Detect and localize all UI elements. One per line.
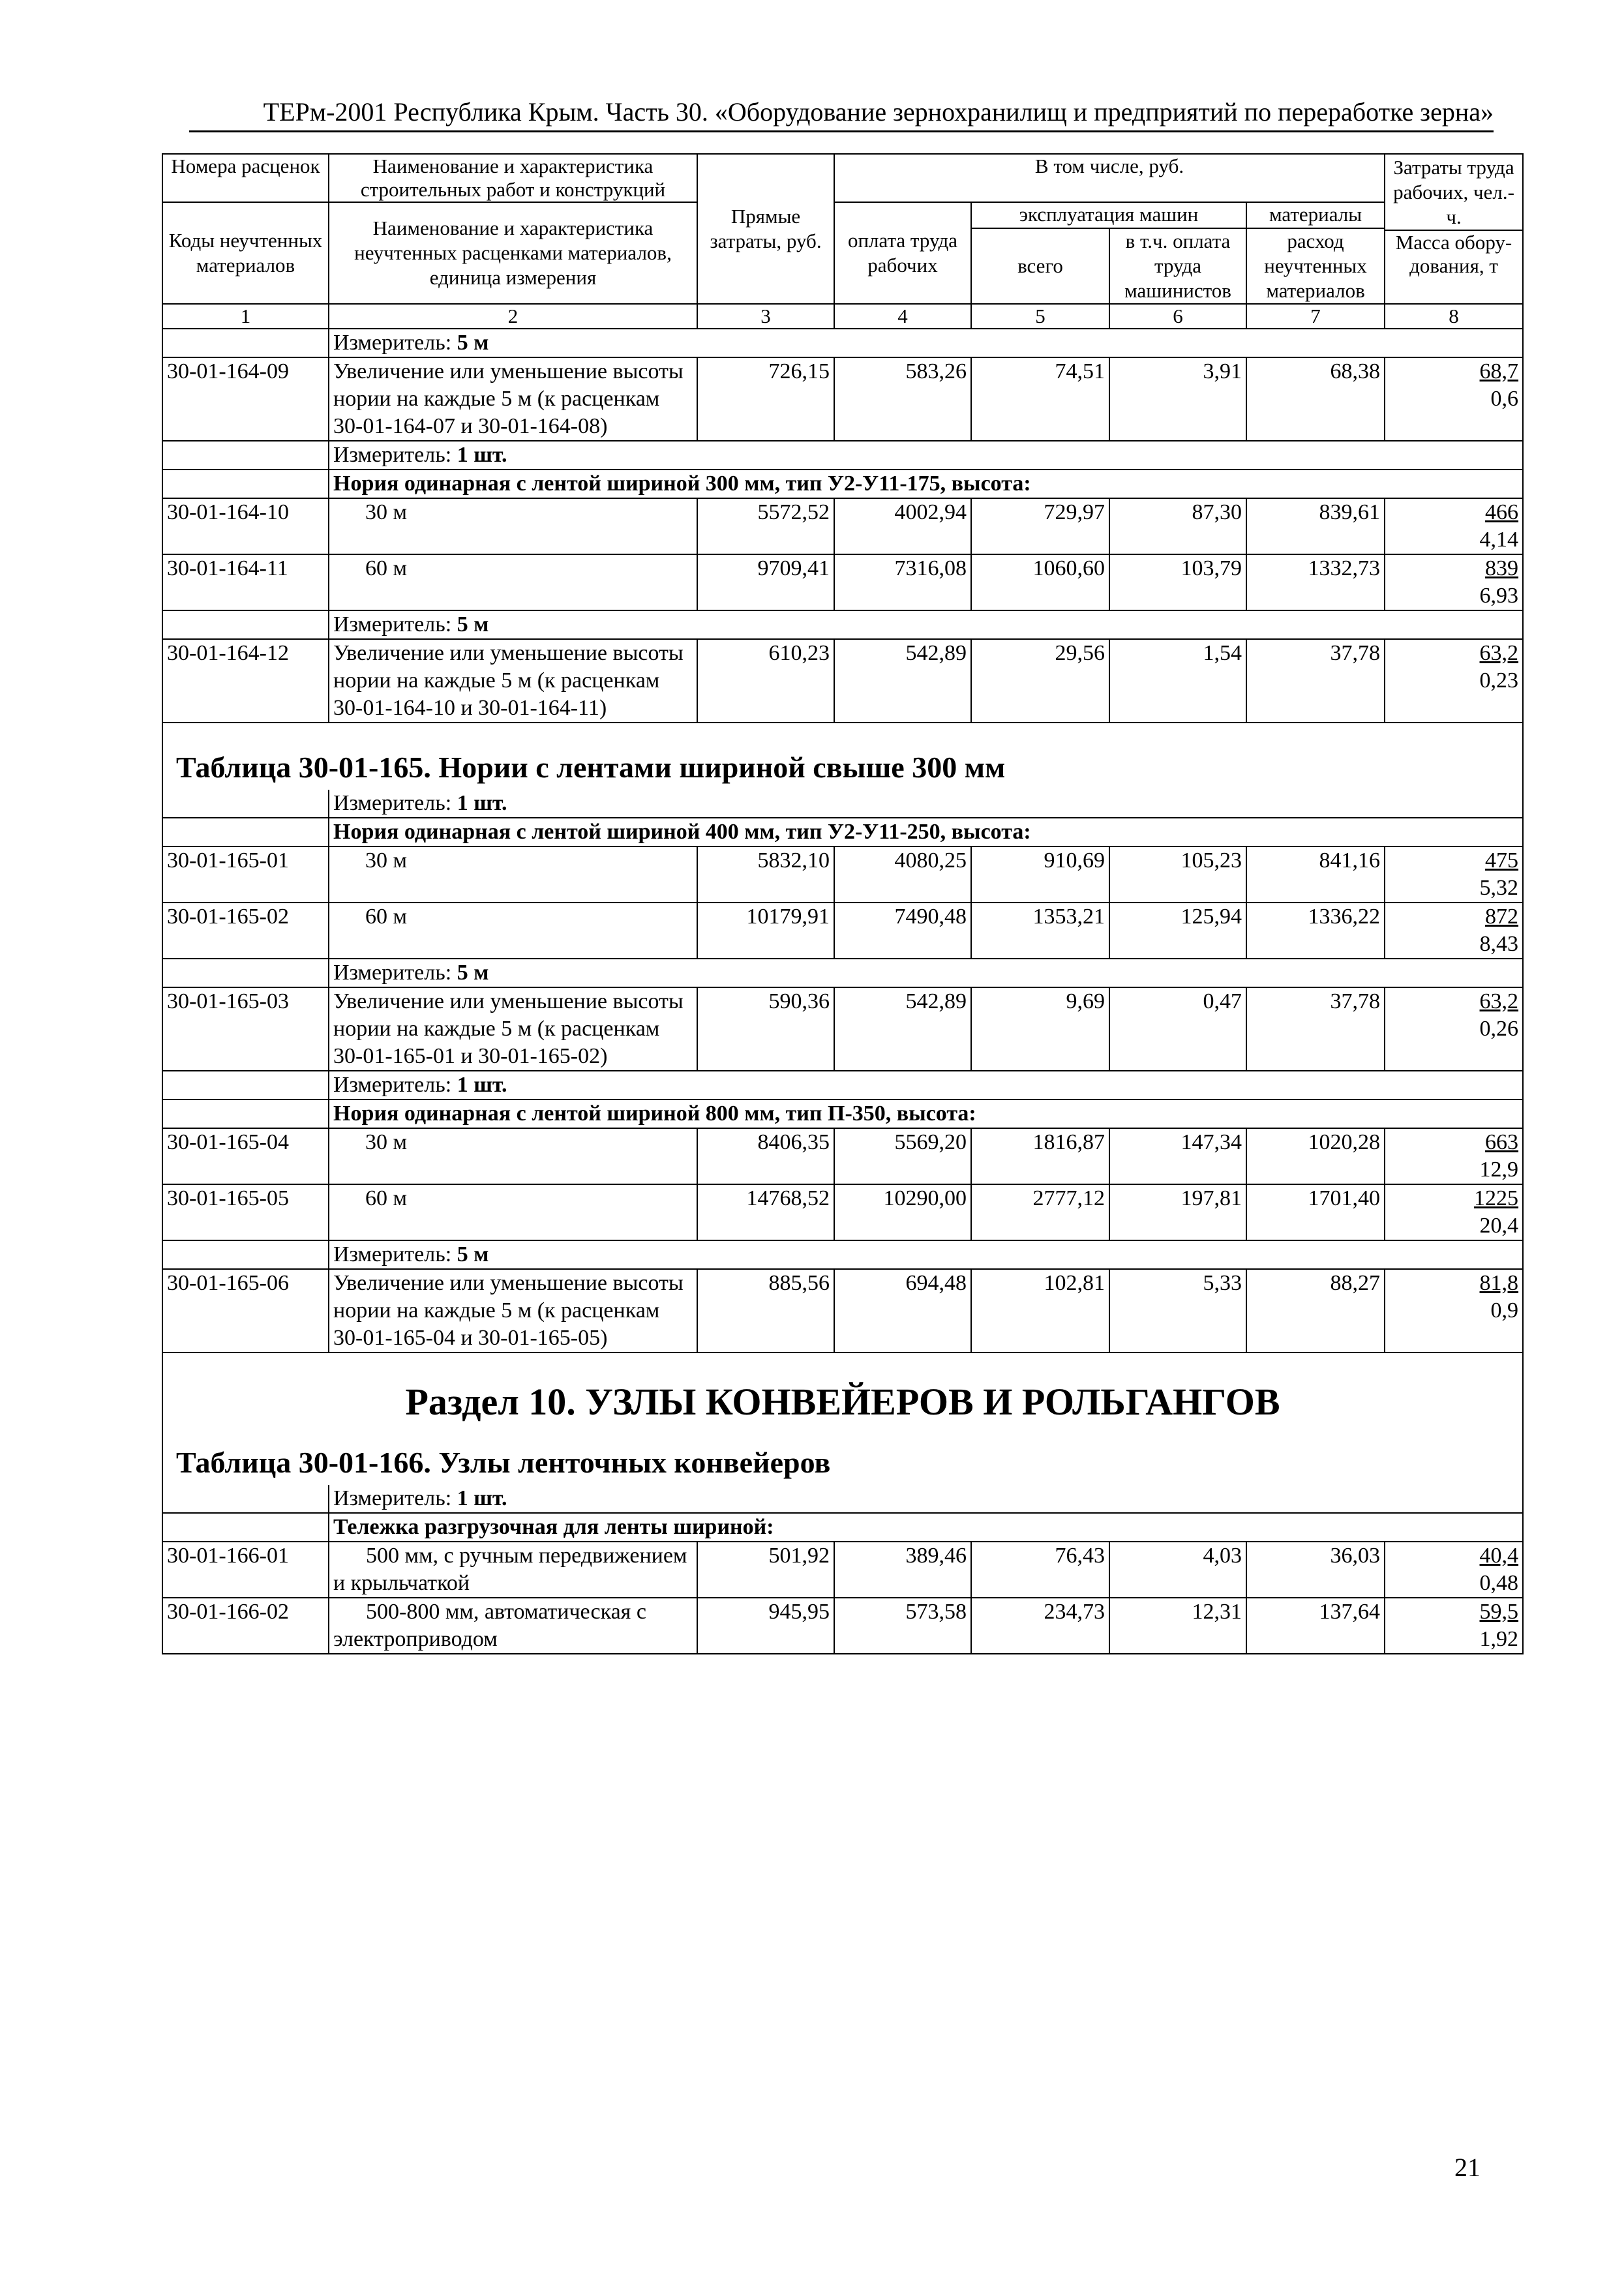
- th-col2-top: Наименование и характеристика строительных работ и конструкций: [329, 154, 697, 202]
- machines-total: 2777,12: [971, 1184, 1109, 1240]
- rate-name: 60 м: [329, 1184, 697, 1240]
- measure-row: [162, 1071, 1523, 1100]
- col-number: 4: [834, 304, 971, 329]
- rate-name: 30 м: [329, 498, 697, 554]
- equipment-mass: 12,9: [1479, 1158, 1519, 1182]
- labor-hours: 872: [1485, 905, 1519, 929]
- labor-hours: 59,5: [1479, 1600, 1519, 1624]
- col-number: 6: [1109, 304, 1246, 329]
- group-row: [162, 1100, 1523, 1128]
- table-166-title: Таблица 30-01-166. Узлы ленточных конвейеров: [162, 1425, 1523, 1485]
- materials: 88,27: [1246, 1269, 1385, 1353]
- worker-pay: 7490,48: [834, 903, 971, 959]
- group-row: [162, 1513, 1523, 1542]
- col-number: 7: [1246, 304, 1385, 329]
- equipment-mass: 0,23: [1479, 668, 1519, 693]
- group-title: Нория одинарная с лентой шириной 400 мм, тип У2-У11-250, высота:: [329, 818, 1523, 846]
- rate-code: 30-01-165-01: [162, 846, 329, 903]
- table-row: [162, 1542, 1523, 1598]
- th-col1-top: Номера расценок: [162, 154, 329, 202]
- page-number: 21: [1454, 2153, 1481, 2182]
- worker-pay: 10290,00: [834, 1184, 971, 1240]
- direct-costs: 501,92: [697, 1542, 834, 1598]
- worker-pay: 7316,08: [834, 554, 971, 610]
- running-header: ТЕРм-2001 Республика Крым. Часть 30. «Оборудование зернохранилищ и предприятий по переработке зерна»: [263, 97, 1494, 127]
- th-worker-pay: оплата труда рабочих: [834, 202, 971, 304]
- rate-code: 30-01-165-05: [162, 1184, 329, 1240]
- labor-hours: 1225: [1474, 1186, 1519, 1210]
- table-row: [162, 1598, 1523, 1654]
- rate-name: Увеличение или уменьшение высоты нории на каждые 5 м (к расценкам 30-01-165-04 и 30-01-165-05): [329, 1269, 697, 1353]
- rate-code: 30-01-165-03: [162, 987, 329, 1071]
- group-row: [162, 818, 1523, 846]
- rate-code: 30-01-164-12: [162, 639, 329, 723]
- col-number: 1: [162, 304, 329, 329]
- machinist-pay: 1,54: [1109, 639, 1246, 723]
- measure-label: Измеритель: 1 шт.: [329, 1071, 1523, 1100]
- labor-hours: 68,7: [1479, 359, 1519, 383]
- machines-total: 234,73: [971, 1598, 1109, 1654]
- table-row: [162, 1184, 1523, 1240]
- materials: 1336,22: [1246, 903, 1385, 959]
- rate-name: 30 м: [329, 846, 697, 903]
- measure-row: [162, 959, 1523, 987]
- rate-name: 30 м: [329, 1128, 697, 1184]
- table-row: [162, 903, 1523, 959]
- machinist-pay: 147,34: [1109, 1128, 1246, 1184]
- header-row-1: [162, 154, 1523, 202]
- machines-total: 29,56: [971, 639, 1109, 723]
- rate-name: Увеличение или уменьшение высоты нории на каждые 5 м (к расценкам 30-01-165-01 и 30-01-165-02): [329, 987, 697, 1071]
- direct-costs: 5832,10: [697, 846, 834, 903]
- rate-name: 500 мм, с ручным передвижением и крыльчаткой: [329, 1542, 697, 1598]
- rate-name: Увеличение или уменьшение высоты нории на каждые 5 м (к расценкам 30-01-164-07 и 30-01-164-08): [329, 357, 697, 441]
- rate-code: 30-01-164-11: [162, 554, 329, 610]
- table-row: [162, 1128, 1523, 1184]
- equipment-mass: 5,32: [1479, 876, 1519, 900]
- direct-costs: 885,56: [697, 1269, 834, 1353]
- table-title-row: [162, 723, 1523, 790]
- table-title-row: [162, 1425, 1523, 1485]
- group-title: Нория одинарная с лентой шириной 300 мм, тип У2-У11-175, высота:: [329, 470, 1523, 498]
- th-machines-total: всего: [971, 228, 1109, 304]
- th-equipment-mass: Масса обору-дования, т: [1385, 230, 1523, 304]
- table-row: [162, 357, 1523, 441]
- materials: 36,03: [1246, 1542, 1385, 1598]
- rate-code: 30-01-164-10: [162, 498, 329, 554]
- labor-and-mass: [1385, 1128, 1523, 1184]
- th-col2-bottom: Наименование и характеристика неучтенных расценками материалов, единица измерения: [329, 202, 697, 304]
- direct-costs: 945,95: [697, 1598, 834, 1654]
- measure-row: [162, 790, 1523, 818]
- labor-hours: 63,2: [1479, 641, 1519, 665]
- col-number: 3: [697, 304, 834, 329]
- th-col1-bottom: Коды неучтенных материалов: [162, 202, 329, 304]
- table-row: [162, 554, 1523, 610]
- header-row-2: [162, 202, 1523, 228]
- machines-total: 1353,21: [971, 903, 1109, 959]
- worker-pay: 542,89: [834, 987, 971, 1071]
- machinist-pay: 197,81: [1109, 1184, 1246, 1240]
- th-materials: материалы: [1246, 202, 1385, 228]
- machinist-pay: 87,30: [1109, 498, 1246, 554]
- labor-and-mass: [1385, 1598, 1523, 1654]
- materials: 841,16: [1246, 846, 1385, 903]
- header-rule: [189, 130, 1494, 132]
- table-row: [162, 846, 1523, 903]
- direct-costs: 10179,91: [697, 903, 834, 959]
- materials: 37,78: [1246, 987, 1385, 1071]
- direct-costs: 8406,35: [697, 1128, 834, 1184]
- rate-code: 30-01-166-02: [162, 1598, 329, 1654]
- materials: 37,78: [1246, 639, 1385, 723]
- rate-code: 30-01-164-09: [162, 357, 329, 441]
- table-row: [162, 498, 1523, 554]
- machines-total: 910,69: [971, 846, 1109, 903]
- machinist-pay: 103,79: [1109, 554, 1246, 610]
- machines-total: 1816,87: [971, 1128, 1109, 1184]
- machinist-pay: 4,03: [1109, 1542, 1246, 1598]
- rate-code: 30-01-165-04: [162, 1128, 329, 1184]
- machinist-pay: 105,23: [1109, 846, 1246, 903]
- rate-name: 60 м: [329, 554, 697, 610]
- measure-label: Измеритель: 5 м: [329, 1240, 1523, 1269]
- machines-total: 76,43: [971, 1542, 1109, 1598]
- th-machinist-pay: в т.ч. оплата труда машинистов: [1109, 228, 1246, 304]
- worker-pay: 542,89: [834, 639, 971, 723]
- group-row: [162, 470, 1523, 498]
- col-number: 8: [1385, 304, 1523, 329]
- labor-and-mass: [1385, 987, 1523, 1071]
- column-numbers-row: [162, 304, 1523, 329]
- price-table: [162, 153, 1524, 1654]
- section-title: Раздел 10. УЗЛЫ КОНВЕЙЕРОВ И РОЛЬГАНГОВ: [162, 1353, 1523, 1425]
- th-direct-costs: Прямые затраты, руб.: [697, 154, 834, 304]
- machines-total: 102,81: [971, 1269, 1109, 1353]
- measure-label: Измеритель: 5 м: [329, 329, 1523, 357]
- labor-and-mass: [1385, 357, 1523, 441]
- machines-total: 74,51: [971, 357, 1109, 441]
- machinist-pay: 125,94: [1109, 903, 1246, 959]
- measure-label: Измеритель: 1 шт.: [329, 790, 1523, 818]
- equipment-mass: 0,48: [1479, 1571, 1519, 1595]
- labor-and-mass: [1385, 846, 1523, 903]
- labor-hours: 839: [1485, 556, 1519, 580]
- worker-pay: 583,26: [834, 357, 971, 441]
- group-title: Нория одинарная с лентой шириной 800 мм, тип П-350, высота:: [329, 1100, 1523, 1128]
- equipment-mass: 0,26: [1479, 1017, 1519, 1041]
- machinist-pay: 3,91: [1109, 357, 1246, 441]
- materials: 839,61: [1246, 498, 1385, 554]
- direct-costs: 590,36: [697, 987, 834, 1071]
- labor-and-mass: [1385, 1269, 1523, 1353]
- measure-row: [162, 1240, 1523, 1269]
- table-row: [162, 639, 1523, 723]
- worker-pay: 694,48: [834, 1269, 971, 1353]
- measure-row: [162, 329, 1523, 357]
- rate-name: Увеличение или уменьшение высоты нории на каждые 5 м (к расценкам 30-01-164-10 и 30-01-164-11): [329, 639, 697, 723]
- th-labor-hours: Затраты труда рабочих, чел.-ч.: [1385, 154, 1523, 230]
- direct-costs: 9709,41: [697, 554, 834, 610]
- measure-row: [162, 1485, 1523, 1513]
- labor-and-mass: [1385, 1184, 1523, 1240]
- measure-label: Измеритель: 5 м: [329, 959, 1523, 987]
- labor-hours: 466: [1485, 500, 1519, 524]
- rate-code: 30-01-165-02: [162, 903, 329, 959]
- rate-name: 500-800 мм, автоматическая с электроприводом: [329, 1598, 697, 1654]
- rate-code: 30-01-166-01: [162, 1542, 329, 1598]
- th-including: В том числе, руб.: [834, 154, 1385, 202]
- rate-name: 60 м: [329, 903, 697, 959]
- equipment-mass: 20,4: [1479, 1214, 1519, 1238]
- th-unaccounted-materials: расход неучтенных материалов: [1246, 228, 1385, 304]
- th-machines: эксплуатация машин: [971, 202, 1246, 228]
- measure-row: [162, 610, 1523, 639]
- worker-pay: 5569,20: [834, 1128, 971, 1184]
- measure-row: [162, 441, 1523, 470]
- worker-pay: 4002,94: [834, 498, 971, 554]
- col-number: 5: [971, 304, 1109, 329]
- equipment-mass: 0,6: [1490, 387, 1519, 411]
- direct-costs: 14768,52: [697, 1184, 834, 1240]
- group-title: Тележка разгрузочная для ленты шириной:: [329, 1513, 1523, 1542]
- table-row: [162, 1269, 1523, 1353]
- worker-pay: 573,58: [834, 1598, 971, 1654]
- materials: 1332,73: [1246, 554, 1385, 610]
- materials: 137,64: [1246, 1598, 1385, 1654]
- machines-total: 729,97: [971, 498, 1109, 554]
- labor-hours: 663: [1485, 1130, 1519, 1154]
- labor-and-mass: [1385, 903, 1523, 959]
- col-number: 2: [329, 304, 697, 329]
- worker-pay: 389,46: [834, 1542, 971, 1598]
- labor-hours: 81,8: [1479, 1271, 1519, 1295]
- labor-and-mass: [1385, 639, 1523, 723]
- equipment-mass: 0,9: [1490, 1298, 1519, 1323]
- labor-and-mass: [1385, 1542, 1523, 1598]
- labor-hours: 63,2: [1479, 989, 1519, 1013]
- section-title-row: [162, 1353, 1523, 1425]
- machinist-pay: 12,31: [1109, 1598, 1246, 1654]
- equipment-mass: 4,14: [1479, 528, 1519, 552]
- labor-hours: 40,4: [1479, 1544, 1519, 1568]
- equipment-mass: 8,43: [1479, 932, 1519, 956]
- equipment-mass: 6,93: [1479, 584, 1519, 608]
- materials: 1020,28: [1246, 1128, 1385, 1184]
- machines-total: 9,69: [971, 987, 1109, 1071]
- rate-code: 30-01-165-06: [162, 1269, 329, 1353]
- measure-label: Измеритель: 1 шт.: [329, 1485, 1523, 1513]
- measure-label: Измеритель: 5 м: [329, 610, 1523, 639]
- direct-costs: 610,23: [697, 639, 834, 723]
- direct-costs: 5572,52: [697, 498, 834, 554]
- labor-and-mass: [1385, 498, 1523, 554]
- labor-hours: 475: [1485, 848, 1519, 873]
- machinist-pay: 0,47: [1109, 987, 1246, 1071]
- machines-total: 1060,60: [971, 554, 1109, 610]
- table-row: [162, 987, 1523, 1071]
- equipment-mass: 1,92: [1479, 1627, 1519, 1651]
- machinist-pay: 5,33: [1109, 1269, 1246, 1353]
- measure-label: Измеритель: 1 шт.: [329, 441, 1523, 470]
- worker-pay: 4080,25: [834, 846, 971, 903]
- materials: 68,38: [1246, 357, 1385, 441]
- materials: 1701,40: [1246, 1184, 1385, 1240]
- direct-costs: 726,15: [697, 357, 834, 441]
- table-165-title: Таблица 30-01-165. Нории с лентами шириной свыше 300 мм: [162, 723, 1523, 790]
- labor-and-mass: [1385, 554, 1523, 610]
